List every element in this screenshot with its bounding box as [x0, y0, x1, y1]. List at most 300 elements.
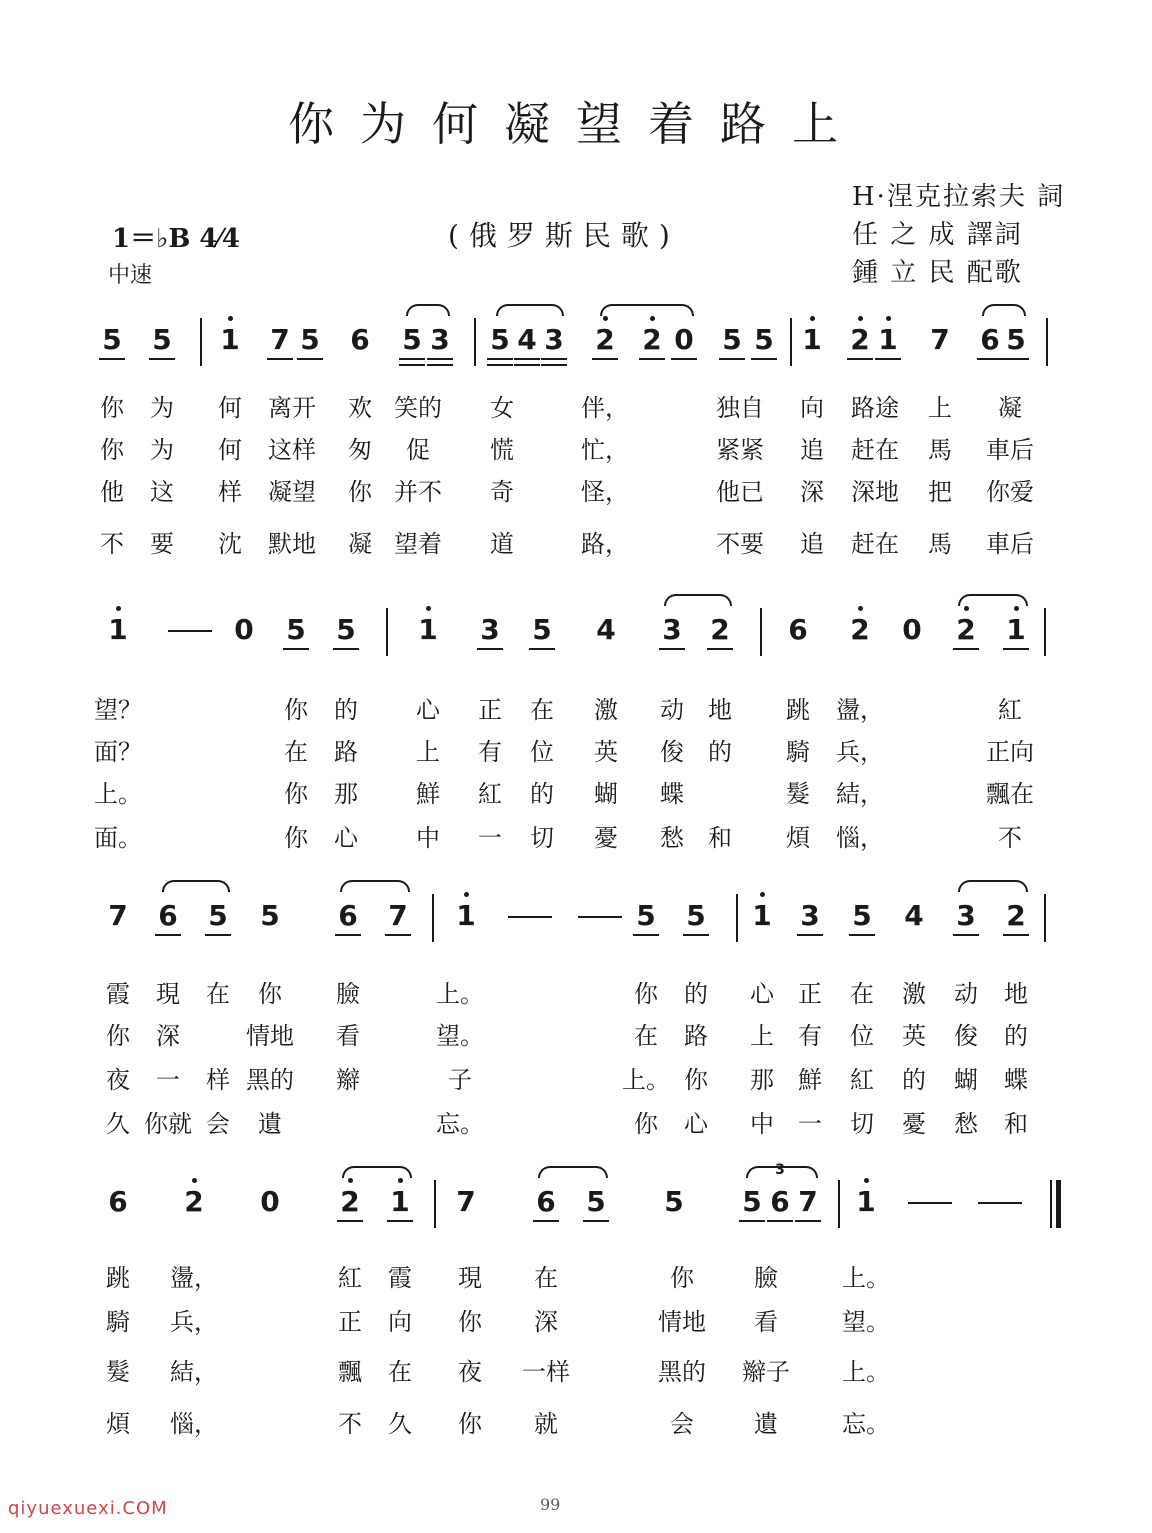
lyric-verse-2: 兵， [170, 1308, 218, 1336]
note: 5 [1006, 323, 1026, 356]
slur [406, 304, 450, 316]
note: 3 [480, 613, 500, 646]
lyric-verse-4: 愁 [660, 824, 684, 852]
slur [496, 304, 564, 316]
lyric-verse-2: 你 [106, 1022, 130, 1050]
note: 5 [742, 1185, 762, 1218]
lyric-verse-3: 髮 [106, 1358, 130, 1386]
lyric-verse-4: 会 [670, 1410, 694, 1438]
beam-underline [427, 358, 453, 360]
octave-dot-above [858, 316, 863, 321]
lyric-verse-1: 霞 [388, 1264, 412, 1292]
lyric-verse-4: 惱， [170, 1410, 218, 1438]
note: 2 [1006, 899, 1026, 932]
beam-underline [99, 358, 125, 360]
note: 6 [536, 1185, 556, 1218]
beam-underline [283, 648, 309, 650]
beam-underline [849, 934, 875, 936]
lyric-verse-2: 路 [334, 738, 358, 766]
note: 7 [108, 899, 128, 932]
lyric-verse-2: 你 [100, 436, 124, 464]
beam-underline [149, 358, 175, 360]
lyric-verse-2: 追 [800, 436, 824, 464]
lyric-verse-4: 心 [684, 1110, 708, 1138]
lyric-verse-1: 地 [708, 696, 732, 724]
lyric-verse-2: 上 [750, 1022, 774, 1050]
note: 6 [108, 1185, 128, 1218]
lyric-verse-2: 你 [458, 1308, 482, 1336]
lyric-verse-1: 凝 [998, 394, 1022, 422]
lyric-verse-2: 騎 [106, 1308, 130, 1336]
lyric-verse-2: 忙， [581, 436, 629, 464]
lyric-verse-1: 动 [954, 980, 978, 1008]
beam-underline [529, 648, 555, 650]
lyric-verse-1: 跳 [106, 1264, 130, 1292]
lyric-verse-1: 盪， [836, 696, 884, 724]
lyric-verse-1: 上。 [436, 980, 484, 1008]
note: 5 [852, 899, 872, 932]
lyric-verse-3: 夜 [458, 1358, 482, 1386]
barline [474, 318, 476, 366]
slur [538, 1166, 608, 1178]
note: 1 [220, 323, 240, 356]
lyric-verse-2: 有 [798, 1022, 822, 1050]
beam-underline [1003, 648, 1029, 650]
lyric-verse-2: 位 [530, 738, 554, 766]
slur [340, 880, 410, 892]
lyric-verse-3: 紅 [850, 1066, 874, 1094]
song-title: 你为何凝望着路上 [288, 97, 864, 151]
beam-underline [541, 358, 567, 360]
lyric-verse-1: 激 [902, 980, 926, 1008]
lyric-verse-4: 你 [634, 1110, 658, 1138]
credit-lyricist: H·涅克拉索夫 詞 [852, 182, 1066, 212]
lyric-verse-3: 子 [448, 1066, 472, 1094]
lyric-verse-3: 辮子 [742, 1358, 790, 1386]
lyric-verse-4: 一 [478, 824, 502, 852]
sustain-dash [508, 916, 552, 918]
beam-underline [387, 1220, 413, 1222]
lyric-verse-3: 夜 [106, 1066, 130, 1094]
lyric-verse-2: 向 [388, 1308, 412, 1336]
beam-underline [767, 1220, 793, 1222]
lyric-verse-2: 赶在 [851, 436, 899, 464]
lyric-verse-4: 愁 [954, 1110, 978, 1138]
lyric-verse-3: 上。 [94, 780, 142, 808]
octave-dot-above [810, 316, 815, 321]
lyric-verse-4: 望着 [394, 530, 442, 558]
lyric-verse-3: 結， [836, 780, 884, 808]
lyric-verse-3: 一样 [522, 1358, 570, 1386]
note: 5 [754, 323, 774, 356]
lyric-verse-3: 蝶 [660, 780, 684, 808]
sustain-dash [168, 630, 212, 632]
beam-underline [533, 1220, 559, 1222]
note: 3 [430, 323, 450, 356]
note: 5 [402, 323, 422, 356]
lyric-verse-4: 不 [100, 530, 124, 558]
notation-system-2 [96, 596, 1056, 686]
note: 3 [662, 613, 682, 646]
lyric-verse-2: 兵， [836, 738, 884, 766]
lyric-verse-1: 現 [458, 1264, 482, 1292]
note: 1 [878, 323, 898, 356]
lyric-verse-3: 蝴 [594, 780, 618, 808]
note: 1 [752, 899, 772, 932]
barline [432, 894, 434, 942]
lyric-verse-1: 你 [670, 1264, 694, 1292]
beam-underline [953, 934, 979, 936]
lyric-verse-3: 鮮 [798, 1066, 822, 1094]
slur [982, 304, 1026, 316]
lyric-verse-3: 的 [530, 780, 554, 808]
slur [958, 880, 1028, 892]
lyric-verse-2: 看 [754, 1308, 778, 1336]
lyric-verse-1: 路途 [851, 394, 899, 422]
lyric-verse-1: 的 [334, 696, 358, 724]
page-number: 99 [540, 1495, 561, 1514]
beam-underline [671, 358, 697, 360]
note: 2 [184, 1185, 204, 1218]
lyric-verse-1: 你 [634, 980, 658, 1008]
lyric-verse-4: 你 [284, 824, 308, 852]
lyric-verse-2: 有 [478, 738, 502, 766]
beam-underline [751, 358, 777, 360]
note: 2 [340, 1185, 360, 1218]
lyric-verse-1: 向 [800, 394, 824, 422]
lyric-verse-4: 中 [750, 1110, 774, 1138]
octave-dot-above [192, 1178, 197, 1183]
lyric-verse-1: 离开 [268, 394, 316, 422]
song-subtitle: (俄罗斯民歌) [448, 219, 680, 252]
tempo-marking: 中速 [108, 263, 153, 288]
lyric-verse-3: 深地 [851, 478, 899, 506]
lyric-verse-1: 激 [594, 696, 618, 724]
lyric-verse-1: 紅 [338, 1264, 362, 1292]
lyric-verse-3: 奇 [490, 478, 514, 506]
beam-underline [1003, 934, 1029, 936]
note: 5 [586, 1185, 606, 1218]
lyric-verse-1: 的 [684, 980, 708, 1008]
barline [1044, 608, 1046, 656]
note: 3 [544, 323, 564, 356]
note: 7 [930, 323, 950, 356]
lyric-verse-2: 在 [284, 738, 308, 766]
octave-dot-above [864, 1178, 869, 1183]
lyric-verse-3: 这 [150, 478, 174, 506]
lyric-verse-1: 为 [150, 394, 174, 422]
lyric-verse-4: 惱， [836, 824, 884, 852]
lyric-verse-4: 憂 [902, 1110, 926, 1138]
lyric-verse-3: 鮮 [416, 780, 440, 808]
lyric-verse-1: 望？ [94, 696, 142, 724]
lyric-verse-2: 促 [406, 436, 430, 464]
note: 0 [234, 613, 254, 646]
slur [600, 304, 694, 316]
slur [958, 594, 1028, 606]
lyric-verse-1: 在 [534, 1264, 558, 1292]
beam-underline [953, 648, 979, 650]
note: 5 [208, 899, 228, 932]
beam-underline [707, 648, 733, 650]
beam-underline [477, 648, 503, 650]
lyric-verse-4: 煩 [786, 824, 810, 852]
lyric-verse-2: 正 [338, 1308, 362, 1336]
lyric-verse-3: 深 [800, 478, 824, 506]
lyric-verse-1: 何 [218, 394, 242, 422]
note: 1 [802, 323, 822, 356]
lyric-verse-4: 要 [150, 530, 174, 558]
lyric-verse-1: 臉 [754, 1264, 778, 1292]
note: 1 [1006, 613, 1026, 646]
lyric-verse-1: 独自 [716, 394, 764, 422]
beam-underline [399, 364, 425, 366]
lyric-verse-2: 上 [416, 738, 440, 766]
octave-dot-above [398, 1178, 403, 1183]
lyric-verse-3: 結， [170, 1358, 218, 1386]
barline [1044, 894, 1046, 942]
note: 6 [350, 323, 370, 356]
barline [838, 1180, 840, 1228]
sustain-dash [578, 916, 622, 918]
lyric-verse-2: 紧紧 [716, 436, 764, 464]
lyric-verse-2: 路 [684, 1022, 708, 1050]
lyric-verse-1: 正 [478, 696, 502, 724]
lyric-verse-2: 英 [902, 1022, 926, 1050]
beam-underline [487, 364, 513, 366]
lyric-verse-3: 你 [284, 780, 308, 808]
note: 6 [980, 323, 1000, 356]
slur [342, 1166, 412, 1178]
lyric-verse-2: 俊 [660, 738, 684, 766]
octave-dot-above [348, 1178, 353, 1183]
note: 0 [674, 323, 694, 356]
final-barline [1056, 1180, 1061, 1228]
note: 1 [456, 899, 476, 932]
octave-dot-above [228, 316, 233, 321]
note: 5 [336, 613, 356, 646]
note: 6 [770, 1185, 790, 1218]
lyric-verse-1: 正 [798, 980, 822, 1008]
lyric-verse-4: 車后 [986, 530, 1034, 558]
lyric-verse-4: 一 [798, 1110, 822, 1138]
sustain-dash [908, 1202, 952, 1204]
beam-underline [739, 1220, 765, 1222]
lyric-verse-4: 遺 [258, 1110, 282, 1138]
lyric-verse-4: 不 [338, 1410, 362, 1438]
beam-underline [633, 934, 659, 936]
credit-arranger: 鍾 立 民 配歌 [852, 258, 1023, 288]
slur [162, 880, 230, 892]
note: 2 [642, 323, 662, 356]
barline [434, 1180, 436, 1228]
beam-underline [427, 364, 453, 366]
lyric-verse-3: 飄 [338, 1358, 362, 1386]
lyric-verse-4: 沈 [218, 530, 242, 558]
lyric-verse-1: 跳 [786, 696, 810, 724]
lyric-verse-2: 在 [634, 1022, 658, 1050]
beam-underline [335, 934, 361, 936]
lyric-verse-1: 臉 [336, 980, 360, 1008]
lyric-verse-3: 一 [156, 1066, 180, 1094]
lyric-verse-1: 地 [1004, 980, 1028, 1008]
lyric-verse-3: 蝴 [954, 1066, 978, 1094]
lyric-verse-4: 中 [416, 824, 440, 852]
note: 4 [596, 613, 616, 646]
note: 1 [390, 1185, 410, 1218]
beam-underline [683, 934, 709, 936]
lyric-verse-4: 煩 [106, 1410, 130, 1438]
note: 1 [108, 613, 128, 646]
barline [386, 608, 388, 656]
lyric-verse-2: 的 [1004, 1022, 1028, 1050]
note: 1 [418, 613, 438, 646]
lyric-verse-1: 上。 [842, 1264, 890, 1292]
lyric-verse-2: 車后 [986, 436, 1034, 464]
note: 2 [710, 613, 730, 646]
lyric-verse-4: 会 [206, 1110, 230, 1138]
note: 5 [300, 323, 320, 356]
lyric-verse-2: 馬 [928, 436, 952, 464]
barline [200, 318, 202, 366]
lyric-verse-3: 辮 [336, 1066, 360, 1094]
lyric-verse-2: 何 [218, 436, 242, 464]
note: 5 [286, 613, 306, 646]
lyric-verse-2: 面？ [94, 738, 142, 766]
lyric-verse-3: 那 [750, 1066, 774, 1094]
beam-underline [541, 364, 567, 366]
note: 5 [532, 613, 552, 646]
lyric-verse-2: 深 [156, 1022, 180, 1050]
lyric-verse-1: 在 [850, 980, 874, 1008]
lyric-verse-4: 和 [1004, 1110, 1028, 1138]
octave-dot-above [760, 892, 765, 897]
lyric-verse-2: 的 [708, 738, 732, 766]
beam-underline [399, 358, 425, 360]
note: 5 [636, 899, 656, 932]
beam-underline [297, 358, 323, 360]
lyric-verse-3: 样 [218, 478, 242, 506]
lyric-verse-3: 凝望 [268, 478, 316, 506]
lyric-verse-2: 英 [594, 738, 618, 766]
notation-system-3 [96, 882, 1056, 972]
octave-dot-above [603, 316, 608, 321]
note: 7 [388, 899, 408, 932]
octave-dot-above [650, 316, 655, 321]
note: 0 [902, 613, 922, 646]
lyric-verse-1: 在 [530, 696, 554, 724]
lyric-verse-1: 笑的 [394, 394, 442, 422]
lyric-verse-1: 伴， [581, 394, 629, 422]
note: 2 [850, 323, 870, 356]
lyric-verse-1: 女 [490, 394, 514, 422]
lyric-verse-1: 在 [206, 980, 230, 1008]
beam-underline [487, 358, 513, 360]
octave-dot-above [886, 316, 891, 321]
beam-underline [267, 358, 293, 360]
lyric-verse-1: 你 [258, 980, 282, 1008]
beam-underline [847, 358, 873, 360]
beam-underline [1003, 358, 1029, 360]
lyric-verse-4: 默地 [268, 530, 316, 558]
lyric-verse-4: 馬 [928, 530, 952, 558]
beam-underline [639, 358, 665, 360]
lyric-verse-3: 他 [100, 478, 124, 506]
lyric-verse-1: 心 [750, 980, 774, 1008]
lyric-verse-2: 慌 [490, 436, 514, 464]
lyric-verse-2: 位 [850, 1022, 874, 1050]
lyric-verse-3: 你爱 [986, 478, 1034, 506]
octave-dot-above [464, 892, 469, 897]
lyric-verse-2: 匆 [348, 436, 372, 464]
lyric-verse-2: 为 [150, 436, 174, 464]
beam-underline [337, 1220, 363, 1222]
lyric-verse-4: 心 [334, 824, 358, 852]
lyric-verse-2: 情地 [658, 1308, 706, 1336]
octave-dot-above [116, 606, 121, 611]
notation-system-1 [96, 306, 1056, 396]
octave-dot-above [964, 606, 969, 611]
lyric-verse-4: 你 [458, 1410, 482, 1438]
site-watermark: qiyuexuexi.COM [8, 1498, 168, 1519]
octave-dot-above [858, 606, 863, 611]
lyric-verse-1: 欢 [348, 394, 372, 422]
note: 3 [956, 899, 976, 932]
note: 5 [102, 323, 122, 356]
lyric-verse-4: 面。 [94, 824, 142, 852]
beam-underline [875, 358, 901, 360]
note: 5 [260, 899, 280, 932]
lyric-verse-1: 你 [284, 696, 308, 724]
lyric-verse-3: 蝶 [1004, 1066, 1028, 1094]
lyric-verse-1: 霞 [106, 980, 130, 1008]
lyric-verse-3: 飄在 [986, 780, 1034, 808]
lyric-verse-2: 正向 [986, 738, 1034, 766]
lyric-verse-4: 遺 [754, 1410, 778, 1438]
lyric-verse-3: 把 [928, 478, 952, 506]
note: 4 [517, 323, 537, 356]
sustain-dash [978, 1202, 1022, 1204]
lyric-verse-3: 紅 [478, 780, 502, 808]
beam-underline [155, 934, 181, 936]
lyric-verse-4: 赶在 [851, 530, 899, 558]
note: 5 [722, 323, 742, 356]
lyric-verse-1: 盪， [170, 1264, 218, 1292]
lyric-verse-1: 心 [416, 696, 440, 724]
triplet-mark: 3 [775, 1162, 785, 1178]
beam-underline [385, 934, 411, 936]
lyric-verse-2: 深 [534, 1308, 558, 1336]
note: 6 [338, 899, 358, 932]
lyric-verse-3: 那 [334, 780, 358, 808]
note: 1 [856, 1185, 876, 1218]
lyric-verse-3: 在 [388, 1358, 412, 1386]
lyric-verse-2: 騎 [786, 738, 810, 766]
beam-underline [333, 648, 359, 650]
lyric-verse-3: 的 [902, 1066, 926, 1094]
note: 7 [798, 1185, 818, 1218]
lyric-verse-1: 現 [156, 980, 180, 1008]
lyric-verse-4: 切 [530, 824, 554, 852]
lyric-verse-4: 凝 [348, 530, 372, 558]
note: 2 [956, 613, 976, 646]
lyric-verse-4: 久 [106, 1110, 130, 1138]
lyric-verse-4: 憂 [594, 824, 618, 852]
lyric-verse-2: 看 [336, 1022, 360, 1050]
beam-underline [795, 1220, 821, 1222]
lyric-verse-3: 黑的 [246, 1066, 294, 1094]
beam-underline [719, 358, 745, 360]
